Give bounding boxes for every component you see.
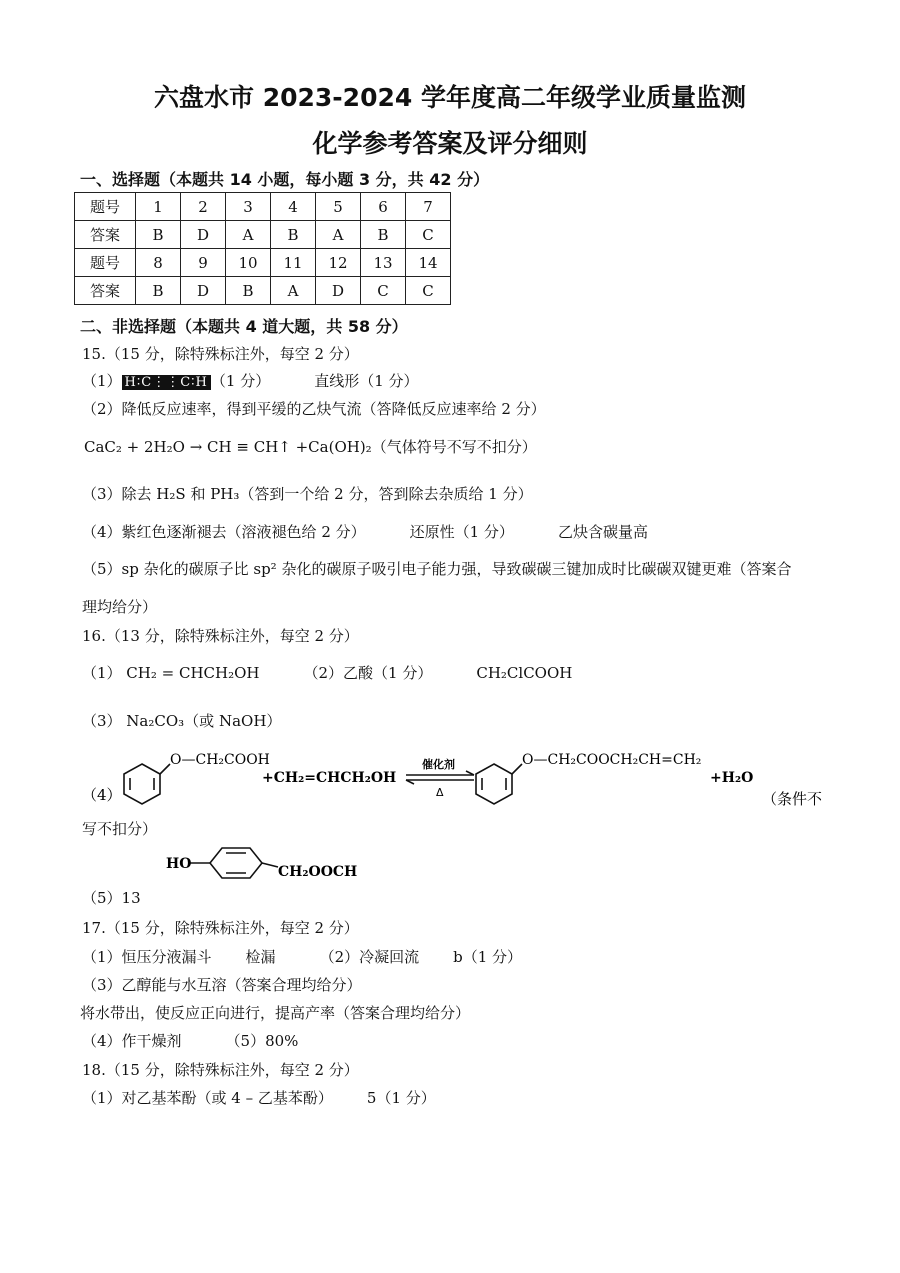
electron-formula: H∶C⋮⋮C∶H [122, 375, 211, 390]
q17-part1-2 [82, 946, 522, 967]
table-row [75, 193, 451, 221]
q18-header: 18.（15 分，除特殊标注外，每空 2 分） [82, 1061, 359, 1079]
answer-a: （4）紫红色逐渐褪去（溶液褪色给 2 分） [82, 523, 366, 541]
cell: 7 [406, 193, 451, 221]
q17-part3b: 将水带出，使反应正向进行，提高产率（答案合理均给分） [80, 1004, 471, 1022]
row-label: 题号 [75, 249, 136, 277]
catalyst-label: 催化剂 [422, 758, 455, 771]
reaction-scheme [82, 740, 822, 840]
q16-part3: （3） Na₂CO₃（或 NaOH） [82, 712, 282, 730]
score-note: （1 分） [210, 372, 271, 390]
q15-part5-line1: （5）sp 杂化的碳原子比 sp² 杂化的碳原子吸引电子能力强，导致碳碳三键加成时比碳碳双键更难（答案合 [82, 560, 792, 578]
cell: B [226, 277, 271, 305]
q15-part1 [82, 370, 419, 391]
product-substituent: O—CH₂COOCH₂CH=CH₂ [522, 752, 702, 768]
answer-2: （2）冷凝回流 [319, 948, 420, 966]
cell: D [316, 277, 361, 305]
cell: 13 [361, 249, 406, 277]
cell: B [361, 221, 406, 249]
q16-part5: （5）13 [82, 889, 141, 907]
cell: 5 [316, 193, 361, 221]
reactant-substituent: O—CH₂COOH [170, 752, 270, 768]
hydroxy-group: HO [166, 856, 192, 872]
q16-part1-2 [82, 662, 572, 683]
heat-label: Δ [436, 786, 444, 799]
q15-part4 [82, 521, 648, 542]
answer-c: 乙炔含碳量高 [557, 523, 648, 541]
q15-header: 15.（15 分，除特殊标注外，每空 2 分） [82, 345, 359, 363]
answer-1: （1） CH₂ = CHCH₂OH [82, 664, 260, 682]
cell: A [271, 277, 316, 305]
q17-part3: （3）乙醇能与水互溶（答案合理均给分） [82, 976, 362, 994]
cell: B [271, 221, 316, 249]
row-label: 答案 [75, 277, 136, 305]
cell: 8 [136, 249, 181, 277]
formate-group: CH₂OOCH [278, 864, 358, 880]
row-label: 答案 [75, 221, 136, 249]
answer-4: （4）作干燥剂 [82, 1032, 182, 1050]
water-product: +H₂O [710, 770, 754, 786]
q15-equation [84, 436, 537, 457]
doc-subtitle: 化学参考答案及评分细则 [312, 129, 588, 158]
row-label: 题号 [75, 193, 136, 221]
cell: B [136, 221, 181, 249]
cell: 9 [181, 249, 226, 277]
reactant-allyl-alcohol: +CH₂=CHCH₂OH [262, 770, 397, 786]
chem-equation: CaC₂ + 2H₂O → CH ≡ CH↑ +Ca(OH)₂ [84, 438, 372, 456]
isomer-structure [160, 840, 360, 890]
cell: 12 [316, 249, 361, 277]
q15-part2: （2）降低反应速率，得到平缓的乙炔气流（答降低反应速率给 2 分） [82, 400, 546, 418]
answer-5: （5）80% [225, 1032, 299, 1050]
cell: A [226, 221, 271, 249]
cell: C [361, 277, 406, 305]
doc-title: 六盘水市 2023-2024 学年度高二年级学业质量监测 [154, 83, 746, 112]
cell: 6 [361, 193, 406, 221]
table-row [75, 249, 451, 277]
cell: 1 [136, 193, 181, 221]
answer-table [74, 192, 451, 305]
q17-part4-5 [82, 1030, 298, 1051]
cell: 11 [271, 249, 316, 277]
cell: D [181, 277, 226, 305]
cell: 2 [181, 193, 226, 221]
cell: C [406, 221, 451, 249]
section2-heading: 二、非选择题（本题共 4 道大题，共 58 分） [80, 317, 408, 336]
cell: D [181, 221, 226, 249]
cell: C [406, 277, 451, 305]
part-number: （1） [82, 372, 122, 390]
table-row [75, 221, 451, 249]
table-row [75, 277, 451, 305]
q15-part5-line2: 理均给分） [82, 598, 158, 616]
molecule-shape: 直线形（1 分） [314, 372, 419, 390]
q16-header: 16.（13 分，除特殊标注外，每空 2 分） [82, 627, 359, 645]
answer-1b: 检漏 [245, 948, 276, 966]
answer-1: （1）对乙基苯酚（或 4 – 乙基苯酚） [82, 1089, 333, 1107]
cell: A [316, 221, 361, 249]
cell: 4 [271, 193, 316, 221]
answer-1: （1）恒压分液漏斗 [82, 948, 212, 966]
cell: 10 [226, 249, 271, 277]
q18-part1 [82, 1087, 436, 1108]
equation-note: （气体符号不写不扣分） [371, 438, 537, 456]
answer-2: （2）乙酸（1 分） [303, 664, 433, 682]
answer-1b: 5（1 分） [366, 1089, 436, 1107]
q16-note-line2: 写不扣分） [82, 820, 158, 838]
answer-2b: b（1 分） [453, 948, 523, 966]
q15-part3: （3）除去 H₂S 和 PH₃（答到一个给 2 分，答到除去杂质给 1 分） [82, 485, 533, 503]
answer-b: 还原性（1 分） [409, 523, 514, 541]
part-number: （4） [82, 786, 122, 804]
answer-2b: CH₂ClCOOH [476, 664, 573, 682]
cell: B [136, 277, 181, 305]
cell: 3 [226, 193, 271, 221]
cell: 14 [406, 249, 451, 277]
condition-note: （条件不 [762, 790, 822, 808]
q17-header: 17.（15 分，除特殊标注外，每空 2 分） [82, 919, 359, 937]
section1-heading: 一、选择题（本题共 14 小题，每小题 3 分，共 42 分） [80, 170, 490, 189]
